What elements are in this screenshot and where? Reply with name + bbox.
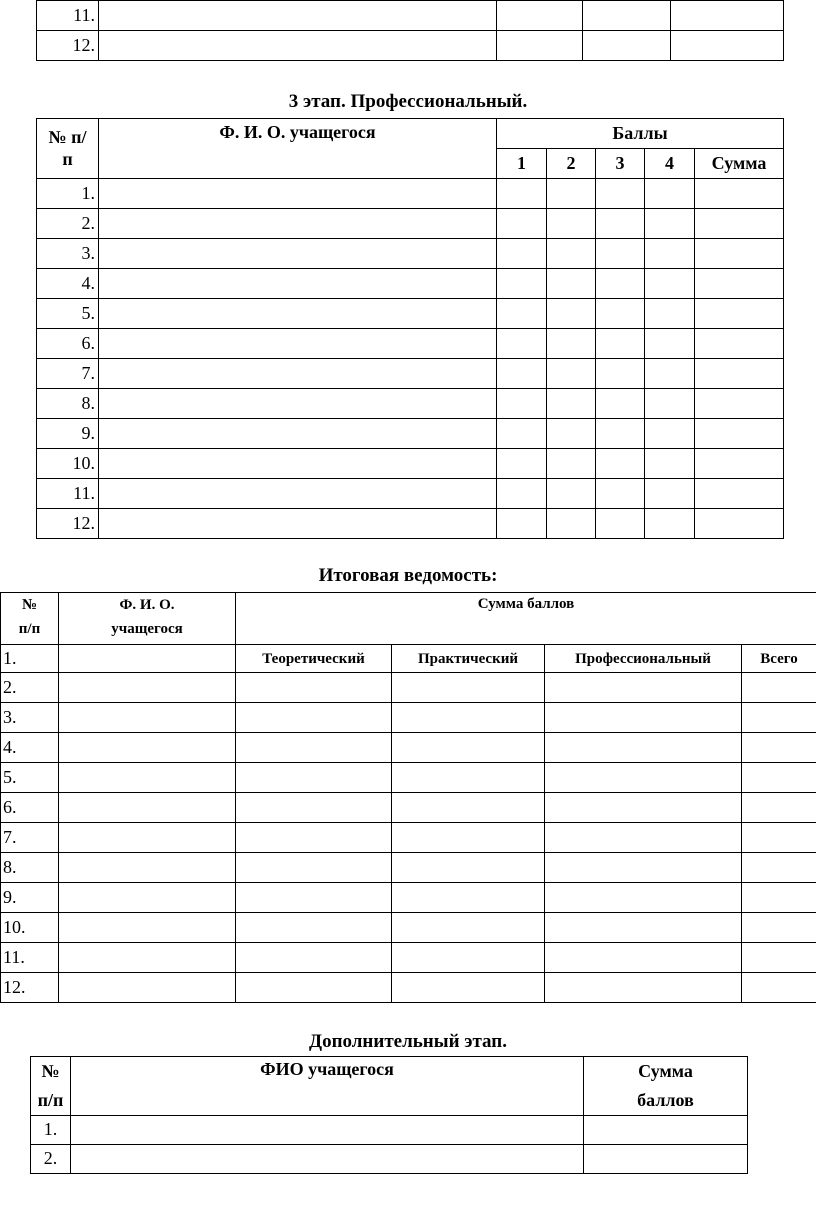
name-cell[interactable] [59, 763, 236, 793]
score-cell[interactable] [695, 359, 784, 389]
score-cell[interactable] [545, 883, 742, 913]
score-cell[interactable] [547, 449, 596, 479]
row-number: 1. [1, 645, 59, 673]
score-cell[interactable] [547, 239, 596, 269]
score-cell[interactable] [695, 299, 784, 329]
table-row [37, 359, 784, 389]
extra-table [30, 1056, 748, 1174]
name-cell[interactable] [59, 733, 236, 763]
score-cell[interactable] [547, 269, 596, 299]
name-cell[interactable] [59, 883, 236, 913]
score-cell[interactable] [742, 913, 816, 943]
score-cell[interactable] [545, 973, 742, 1003]
score-cell[interactable] [695, 179, 784, 209]
top-table [36, 0, 784, 61]
score-cell[interactable] [742, 703, 816, 733]
score-cell[interactable] [596, 299, 645, 329]
table-row [1, 763, 816, 793]
score-cell[interactable] [645, 239, 695, 269]
score-cell[interactable] [547, 419, 596, 449]
score-cell[interactable] [236, 853, 392, 883]
score-cell[interactable] [645, 299, 695, 329]
row-number: 3. [37, 239, 99, 269]
score-cell[interactable] [547, 209, 596, 239]
score-cell[interactable] [742, 973, 816, 1003]
score-cell[interactable] [497, 329, 547, 359]
name-cell[interactable] [99, 509, 497, 539]
score-cell[interactable] [392, 883, 545, 913]
score-cell[interactable] [742, 733, 816, 763]
name-cell[interactable] [99, 1, 497, 31]
row-number: 9. [1, 883, 59, 913]
score-cell[interactable] [645, 329, 695, 359]
row-number: 9. [37, 419, 99, 449]
row-number: 8. [37, 389, 99, 419]
score-cell[interactable] [742, 793, 816, 823]
col-header-number: № п/п [37, 119, 99, 179]
score-cell[interactable] [392, 853, 545, 883]
score-cell[interactable] [645, 359, 695, 389]
table-row [37, 209, 784, 239]
score-cell[interactable] [695, 419, 784, 449]
row-number: 4. [1, 733, 59, 763]
score-cell[interactable] [236, 793, 392, 823]
table-row [37, 299, 784, 329]
final-title: Итоговая ведомость: [318, 565, 498, 586]
name-cell[interactable] [99, 389, 497, 419]
table-row [1, 913, 816, 943]
sub-col-3: 3 [596, 149, 645, 179]
table-row [1, 853, 816, 883]
score-cell[interactable] [392, 793, 545, 823]
score-cell[interactable] [497, 239, 547, 269]
score-cell[interactable] [392, 703, 545, 733]
score-cell[interactable] [596, 509, 645, 539]
table-row [37, 31, 784, 61]
row-number: 11. [1, 943, 59, 973]
row-number: 7. [1, 823, 59, 853]
score-cell[interactable] [596, 389, 645, 419]
score-cell[interactable] [547, 299, 596, 329]
row-number: 3. [1, 703, 59, 733]
sub-col-practical: Практический [392, 645, 545, 673]
score-cell[interactable] [547, 329, 596, 359]
score-cell[interactable] [497, 509, 547, 539]
sub-col-1: 1 [497, 149, 547, 179]
score-cell[interactable] [547, 179, 596, 209]
score-cell[interactable] [645, 209, 695, 239]
score-cell[interactable] [596, 209, 645, 239]
score-cell[interactable] [596, 449, 645, 479]
col-header-sum: Сумма баллов [584, 1057, 748, 1116]
score-cell[interactable] [545, 673, 742, 703]
final-table [0, 592, 816, 1003]
score-cell[interactable] [236, 913, 392, 943]
row-number: 4. [37, 269, 99, 299]
row-number: 10. [37, 449, 99, 479]
score-cell[interactable] [596, 419, 645, 449]
table-row [37, 1, 784, 31]
score-cell[interactable] [645, 269, 695, 299]
col-header-name: Ф. И. О. учащегося [59, 593, 236, 645]
score-cell[interactable] [645, 179, 695, 209]
score-cell[interactable] [695, 329, 784, 359]
score-cell[interactable] [497, 209, 547, 239]
name-cell[interactable] [71, 1116, 584, 1145]
table-row [1, 673, 816, 703]
table-row [1, 703, 816, 733]
score-cell[interactable] [545, 823, 742, 853]
score-cell[interactable] [392, 973, 545, 1003]
score-cell[interactable] [236, 763, 392, 793]
score-cell[interactable] [236, 973, 392, 1003]
row-number: 7. [37, 359, 99, 389]
name-cell[interactable] [99, 419, 497, 449]
sub-col-4: 4 [645, 149, 695, 179]
name-cell[interactable] [99, 449, 497, 479]
score-cell[interactable] [596, 479, 645, 509]
table-row [37, 329, 784, 359]
col-header-scores: Баллы [497, 119, 784, 149]
name-cell[interactable] [59, 823, 236, 853]
score-cell[interactable] [392, 943, 545, 973]
score-cell[interactable] [596, 269, 645, 299]
name-cell[interactable] [59, 793, 236, 823]
score-cell[interactable] [742, 823, 816, 853]
score-cell[interactable] [742, 853, 816, 883]
score-cell[interactable] [545, 733, 742, 763]
name-cell[interactable] [59, 703, 236, 733]
extra-title: Дополнительный этап. [309, 1031, 507, 1052]
name-cell[interactable] [59, 973, 236, 1003]
score-cell[interactable] [742, 883, 816, 913]
row-number: 11. [37, 479, 99, 509]
score-cell[interactable] [236, 883, 392, 913]
score-cell[interactable] [695, 209, 784, 239]
table-row [37, 479, 784, 509]
score-cell[interactable] [392, 913, 545, 943]
table-row [37, 449, 784, 479]
score-cell[interactable] [497, 389, 547, 419]
table-row [31, 1145, 748, 1174]
score-cell[interactable] [236, 943, 392, 973]
score-cell[interactable] [497, 449, 547, 479]
row-number: 12. [1, 973, 59, 1003]
stage3-title: 3 этап. Профессиональный. [288, 91, 528, 112]
row-number: 1. [37, 179, 99, 209]
name-cell[interactable] [59, 853, 236, 883]
table-row [37, 239, 784, 269]
row-number: 2. [1, 673, 59, 703]
score-cell[interactable] [545, 943, 742, 973]
table-row [1, 823, 816, 853]
score-cell[interactable] [547, 479, 596, 509]
score-cell[interactable] [236, 673, 392, 703]
name-cell[interactable] [99, 209, 497, 239]
score-cell[interactable] [596, 359, 645, 389]
score-cell[interactable] [392, 763, 545, 793]
score-cell[interactable] [742, 763, 816, 793]
name-cell[interactable] [59, 645, 236, 673]
score-cell[interactable] [236, 703, 392, 733]
row-number: 6. [1, 793, 59, 823]
col-header-name: ФИО учащегося [71, 1057, 584, 1116]
col-header-number: № п/п [1, 593, 59, 645]
score-cell[interactable] [645, 419, 695, 449]
score-cell[interactable] [695, 239, 784, 269]
table-row [37, 509, 784, 539]
col-header-name: Ф. И. О. учащегося [99, 119, 497, 179]
sub-col-theoretical: Теоретический [236, 645, 392, 673]
score-cell[interactable] [545, 793, 742, 823]
row-number: 2. [37, 209, 99, 239]
row-number: 1. [31, 1116, 71, 1145]
score-cell[interactable] [695, 389, 784, 419]
score-cell[interactable] [645, 479, 695, 509]
score-cell[interactable] [547, 359, 596, 389]
table-row [37, 269, 784, 299]
row-number: 2. [31, 1145, 71, 1174]
score-cell[interactable] [742, 673, 816, 703]
score-cell[interactable] [497, 179, 547, 209]
score-cell[interactable] [497, 299, 547, 329]
name-cell[interactable] [99, 299, 497, 329]
name-cell[interactable] [99, 479, 497, 509]
table-row [37, 419, 784, 449]
score-cell[interactable] [236, 823, 392, 853]
table-row [1, 793, 816, 823]
name-cell[interactable] [99, 269, 497, 299]
score-cell[interactable] [547, 389, 596, 419]
score-cell[interactable] [596, 179, 645, 209]
row-number: 11. [37, 1, 99, 31]
table-row [1, 943, 816, 973]
sub-col-professional: Профессиональный [545, 645, 742, 673]
col-header-sum: Сумма баллов [236, 593, 816, 645]
name-cell[interactable] [59, 673, 236, 703]
table-row [1, 733, 816, 763]
score-cell[interactable] [547, 509, 596, 539]
score-cell[interactable] [645, 509, 695, 539]
table-row [37, 179, 784, 209]
score-cell[interactable] [596, 329, 645, 359]
col-header-number: № п/п [31, 1057, 71, 1116]
score-cell[interactable] [742, 943, 816, 973]
score-cell[interactable] [545, 763, 742, 793]
score-cell[interactable] [497, 269, 547, 299]
score-cell[interactable] [695, 449, 784, 479]
row-number: 10. [1, 913, 59, 943]
name-cell[interactable] [99, 179, 497, 209]
name-cell[interactable] [59, 943, 236, 973]
score-cell[interactable] [545, 913, 742, 943]
stage3-table [36, 118, 784, 539]
row-number: 5. [37, 299, 99, 329]
row-number: 6. [37, 329, 99, 359]
row-number: 8. [1, 853, 59, 883]
score-cell[interactable] [392, 823, 545, 853]
table-row [31, 1116, 748, 1145]
name-cell[interactable] [99, 329, 497, 359]
score-cell[interactable] [695, 269, 784, 299]
score-cell[interactable] [596, 239, 645, 269]
table-row [1, 973, 816, 1003]
score-cell[interactable] [392, 733, 545, 763]
name-cell[interactable] [99, 359, 497, 389]
score-cell[interactable] [695, 509, 784, 539]
sub-col-total: Всего [742, 645, 816, 673]
score-cell[interactable] [497, 479, 547, 509]
row-number: 12. [37, 509, 99, 539]
sub-col-2: 2 [547, 149, 596, 179]
row-number: 5. [1, 763, 59, 793]
score-cell[interactable] [545, 703, 742, 733]
score-cell[interactable] [645, 389, 695, 419]
score-cell[interactable] [497, 359, 547, 389]
name-cell[interactable] [99, 239, 497, 269]
table-row [37, 389, 784, 419]
score-cell[interactable] [236, 733, 392, 763]
score-cell[interactable] [545, 853, 742, 883]
name-cell[interactable] [99, 31, 497, 61]
score-cell[interactable] [497, 419, 547, 449]
table-row [1, 883, 816, 913]
score-cell[interactable] [645, 449, 695, 479]
name-cell[interactable] [59, 913, 236, 943]
score-cell[interactable] [695, 479, 784, 509]
row-number: 12. [37, 31, 99, 61]
sub-col-sum: Сумма [695, 149, 784, 179]
name-cell[interactable] [71, 1145, 584, 1174]
score-cell[interactable] [392, 673, 545, 703]
